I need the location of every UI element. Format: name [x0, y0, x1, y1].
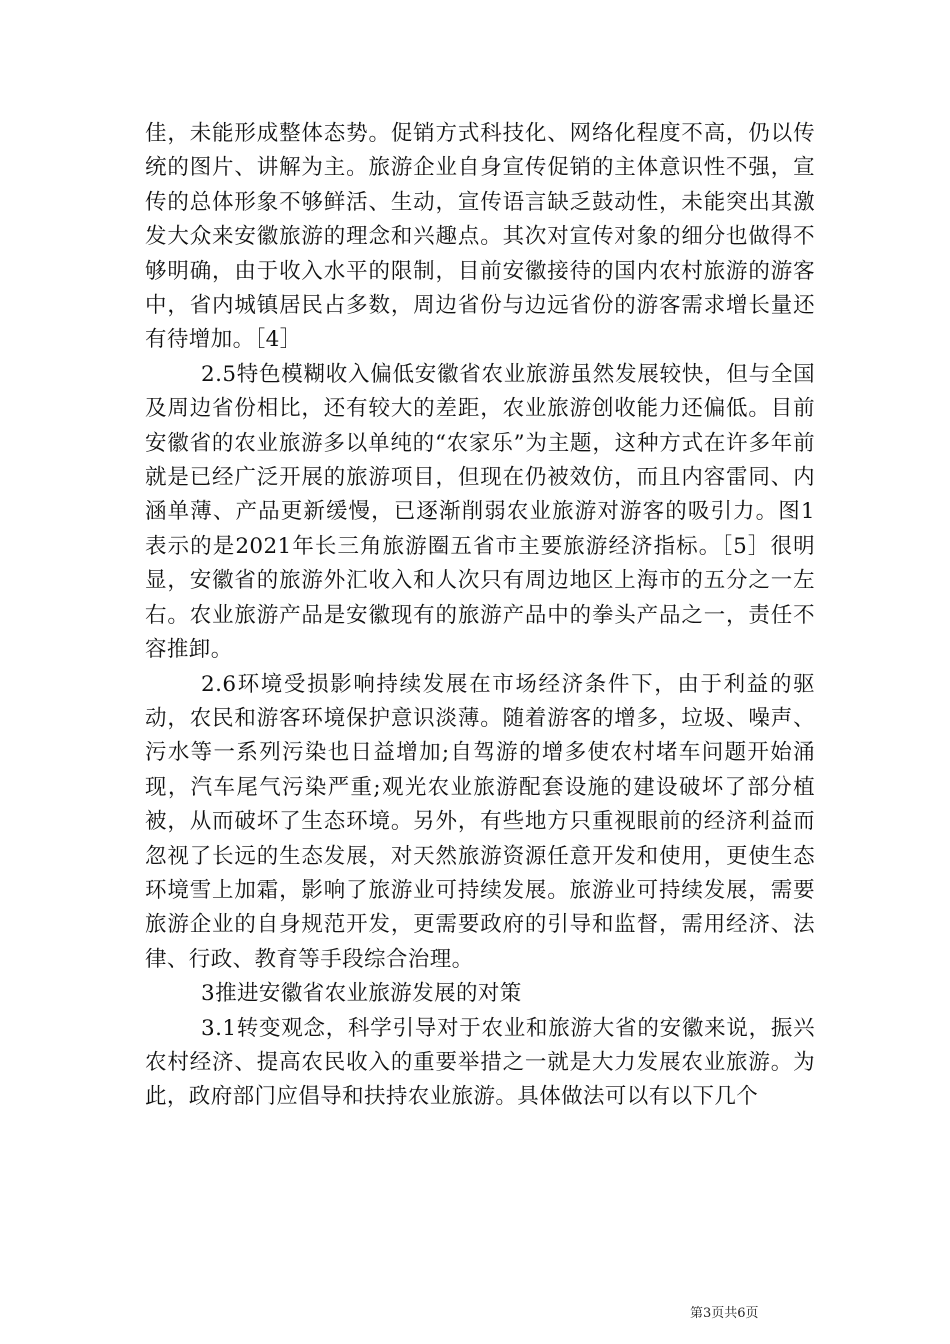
paragraph-continued: 佳，未能形成整体态势。促销方式科技化、网络化程度不高，仍以传统的图片、讲解为主。旅游企业自身宣传促销的主体意识性不强，宣传的总体形象不够鲜活、生动，宣传语言缺乏鼓动性，未能突出其激发大众来安徽旅游的理念和兴趣点。其次对宣传对象的细分也做得不够明确，由于收入水平的限制，目前安徽接待的国内农村旅游的游客中，省内城镇居民占多数，周边省份与边远省份的游客需求增长量还有待增加。［4］: [145, 121, 815, 353]
paragraph-2-5: 2.5特色模糊收入偏低安徽省农业旅游虽然发展较快，但与全国及周边省份相比，还有较大的差距，农业旅游创收能力还偏低。目前安徽省的农业旅游多以单纯的“农家乐”为主题，这种方式在许多年前就是已经广泛开展的旅游项目，但现在仍被效仿，而且内容雷同、内涵单薄、产品更新缓慢，已逐渐削弱农业旅游对游客的吸引力。图1表示的是2021年长三角旅游圈五省市主要旅游经济指标。［5］很明显，安徽省的旅游外汇收入和人次只有周边地区上海市的五分之一左右。农业旅游产品是安徽现有的旅游产品中的拳头产品之一，责任不容推卸。: [145, 361, 815, 663]
paragraph-2-6: 2.6环境受损影响持续发展在市场经济条件下，由于利益的驱动，农民和游客环境保护意识淡薄。随着游客的增多，垃圾、噪声、污水等一系列污染也日益增加;自驾游的增多使农村堵车问题开始涌现，汽车尾气污染严重;观光农业旅游配套设施的建设破坏了部分植被，从而破坏了生态环境。另外，有些地方只重视眼前的经济利益而忽视了长远的生态发展，对天然旅游资源任意开发和使用，更使生态环境雪上加霜，影响了旅游业可持续发展。旅游业可持续发展，需要旅游企业的自身规范开发，更需要政府的引导和监督，需用经济、法律、行政、教育等手段综合治理。: [145, 671, 815, 972]
paragraph-3-1: 3.1转变观念，科学引导对于农业和旅游大省的安徽来说，振兴农村经济、提高农民收入的重要举措之一就是大力发展农业旅游。为此，政府部门应倡导和扶持农业旅游。具体做法可以有以下几个: [145, 1015, 815, 1110]
section-heading-3: 3推进安徽省农业旅游发展的对策: [201, 981, 522, 1007]
body-text: [145, 117, 815, 1115]
page-number-footer: 第3页共6页: [690, 1306, 759, 1321]
